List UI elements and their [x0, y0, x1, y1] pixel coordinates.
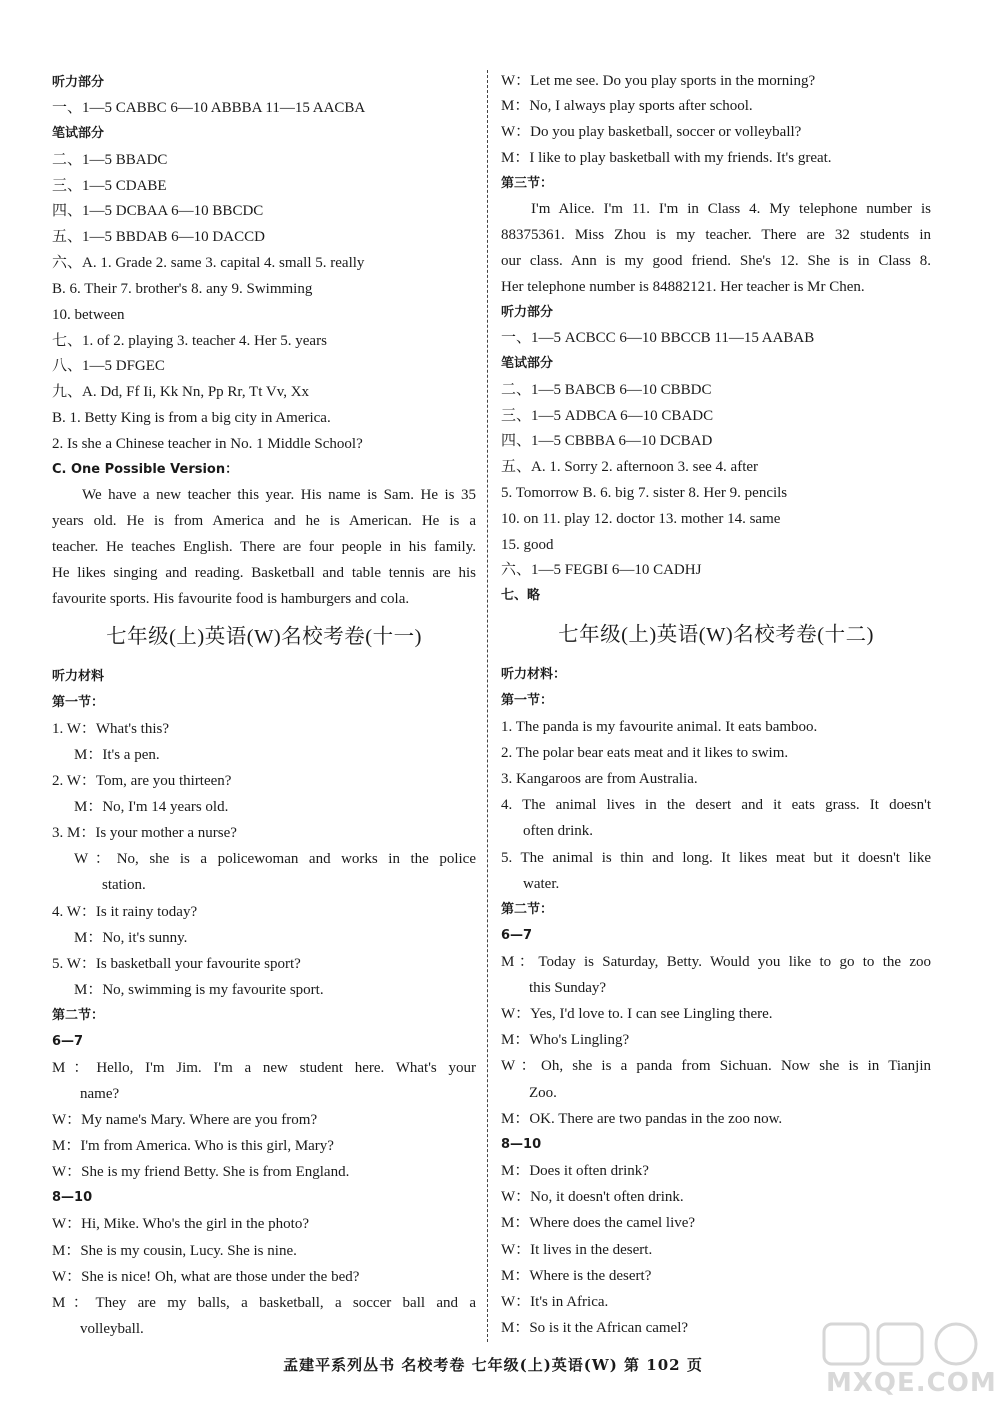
watermark	[816, 1318, 996, 1404]
dialogue-line: 2. W：Tom, are you thirteen?	[52, 773, 232, 789]
dialogue-line: W：Hi, Mike. Who's the girl in the photo?	[52, 1216, 309, 1232]
answer-line: 15. good	[501, 537, 554, 553]
dialogue-line: W：Oh, she is a panda from Sichuan. Now she is in Tianjin	[501, 1058, 931, 1074]
dialogue-line: name?	[80, 1086, 120, 1102]
answer-line: 2. Is she a Chinese teacher in No. 1 Middle School?	[52, 436, 363, 452]
answer-line: 一、1—5 ACBCC 6—10 BBCCB 11—15 AABAB	[501, 330, 815, 346]
sentence-line: 4. The animal lives in the desert and it eats grass. It doesn't	[501, 797, 931, 813]
question-range: 6—7	[501, 928, 533, 943]
dialogue-line: W：She is nice! Oh, what are those under the bed?	[52, 1269, 360, 1285]
section-heading: 听力部分	[501, 305, 554, 320]
dialogue-line: M：She is my cousin, Lucy. She is nine.	[52, 1243, 297, 1259]
dialogue-line: M：Who's Lingling?	[501, 1032, 630, 1048]
sentence-line: 5. The animal is thin and long. It likes meat but it doesn't like	[501, 850, 931, 866]
section-heading: 第二节：	[501, 902, 554, 917]
dialogue-line: M：Where is the desert?	[501, 1268, 652, 1284]
section-heading: 第三节：	[501, 176, 554, 191]
sample-essay-heading: C. One Possible Version：	[52, 462, 239, 477]
dialogue-line: M：No, swimming is my favourite sport.	[74, 982, 324, 998]
dialogue-line: W：It lives in the desert.	[501, 1242, 653, 1258]
dialogue-line: M：I like to play basketball with my friends. It's great.	[501, 150, 832, 166]
watermark-url: MXQE.COM	[826, 1368, 997, 1398]
dialogue-line: W：It's in Africa.	[501, 1294, 609, 1310]
essay-line: We have a new teacher this year. His name is Sam. He is 35	[82, 487, 476, 503]
question-range: 6—7	[52, 1034, 84, 1049]
passage-line: Her telephone number is 84882121. Her teacher is Mr Chen.	[501, 279, 865, 295]
dialogue-line: M：Today is Saturday, Betty. Would you like to go to the zoo	[501, 954, 931, 970]
essay-line: teacher. He teaches English. There are four people in his family.	[52, 539, 476, 555]
dialogue-line: 4. W：Is it rainy today?	[52, 904, 198, 920]
section-heading: 第一节：	[501, 693, 554, 708]
answer-line: 七、略	[501, 588, 541, 603]
dialogue-line: 5. W：Is basketball your favourite sport?	[52, 956, 301, 972]
dialogue-line: W：She is my friend Betty. She is from England.	[52, 1164, 350, 1180]
page-footer: 孟建平系列丛书 名校考卷 七年级(上)英语(W) 第 102 页	[283, 1356, 703, 1374]
answer-line: 六、A. 1. Grade 2. same 3. capital 4. small 5. really	[52, 255, 365, 271]
dialogue-line: this Sunday?	[529, 980, 607, 996]
answer-line: 5. Tomorrow B. 6. big 7. sister 8. Her 9. pencils	[501, 485, 788, 501]
column-divider	[487, 70, 488, 1342]
answer-line: 10. on 11. play 12. doctor 13. mother 14. same	[501, 511, 781, 527]
dialogue-line: M：OK. There are two pandas in the zoo now.	[501, 1111, 783, 1127]
answer-line: 三、1—5 ADBCA 6—10 CBADC	[501, 408, 714, 424]
dialogue-line: W：No, it doesn't often drink.	[501, 1189, 684, 1205]
dialogue-line: M：They are my balls, a basketball, a soccer ball and a	[52, 1295, 476, 1311]
passage-line: I'm Alice. I'm 11. I'm in Class 4. My telephone number is	[531, 201, 931, 217]
section-heading: 笔试部分	[501, 356, 554, 371]
sentence-line: often drink.	[523, 823, 593, 839]
section-heading: 第二节：	[52, 1008, 105, 1023]
dialogue-line: M：No, I'm 14 years old.	[74, 799, 229, 815]
passage-line: 88375361. Miss Zhou is my teacher. There are 32 students in	[501, 227, 931, 243]
sentence-line: 1. The panda is my favourite animal. It eats bamboo.	[501, 719, 818, 735]
dialogue-line: M：No, I always play sports after school.	[501, 98, 753, 114]
dialogue-line: station.	[102, 877, 146, 893]
essay-line: years old. He is from America and he is American. He is a	[52, 513, 476, 529]
section-heading: 听力部分	[52, 75, 105, 90]
answer-line: 二、1—5 BBADC	[52, 152, 168, 168]
answer-line: 一、1—5 CABBC 6—10 ABBBA 11—15 AACBA	[52, 100, 366, 116]
answer-line: B. 6. Their 7. brother's 8. any 9. Swimming	[52, 281, 313, 297]
passage-line: our class. Ann is my good friend. She's 12. She is in Class 8.	[501, 253, 931, 269]
exam-title-12: 七年级(上)英语(W)名校考卷(十二)	[558, 624, 874, 646]
answer-line: 三、1—5 CDABE	[52, 178, 167, 194]
dialogue-line: M：Where does the camel live?	[501, 1215, 696, 1231]
section-heading: 第一节：	[52, 695, 105, 710]
question-range: 8—10	[52, 1190, 93, 1205]
dialogue-line: M：So is it the African camel?	[501, 1320, 689, 1336]
essay-line: favourite sports. His favourite food is hamburgers and cola.	[52, 591, 410, 607]
sentence-line: water.	[523, 876, 560, 892]
section-heading: 听力材料：	[501, 667, 567, 682]
dialogue-line: volleyball.	[80, 1321, 144, 1337]
answer-line: 七、1. of 2. playing 3. teacher 4. Her 5. years	[52, 333, 327, 349]
answer-line: 四、1—5 DCBAA 6—10 BBCDC	[52, 203, 264, 219]
answer-line: 九、A. Dd, Ff Ii, Kk Nn, Pp Rr, Tt Vv, Xx	[52, 384, 310, 400]
answer-line: 10. between	[52, 307, 125, 323]
answer-line: 八、1—5 DFGEC	[52, 358, 165, 374]
sentence-line: 3. Kangaroos are from Australia.	[501, 771, 698, 787]
section-heading: 笔试部分	[52, 126, 105, 141]
dialogue-line: W：Yes, I'd love to. I can see Lingling there.	[501, 1006, 773, 1022]
essay-line: He likes singing and reading. Basketball and table tennis are his	[52, 565, 476, 581]
watermark-logo-icon	[816, 1318, 996, 1368]
dialogue-line: 1. W：What's this?	[52, 721, 169, 737]
answer-line: 四、1—5 CBBBA 6—10 DCBAD	[501, 433, 713, 449]
dialogue-line: W：My name's Mary. Where are you from?	[52, 1112, 318, 1128]
dialogue-line: M：It's a pen.	[74, 747, 160, 763]
dialogue-line: M：Does it often drink?	[501, 1163, 649, 1179]
dialogue-line: M：Hello, I'm Jim. I'm a new student here. What's your	[52, 1060, 476, 1076]
dialogue-line: M：No, it's sunny.	[74, 930, 188, 946]
answer-line: 六、1—5 FEGBI 6—10 CADHJ	[501, 562, 702, 578]
answer-line: 二、1—5 BABCB 6—10 CBBDC	[501, 382, 712, 398]
dialogue-line: M：I'm from America. Who is this girl, Mary?	[52, 1138, 334, 1154]
dialogue-line: 3. M：Is your mother a nurse?	[52, 825, 237, 841]
exam-title-11: 七年级(上)英语(W)名校考卷(十一)	[106, 626, 422, 648]
answer-line: B. 1. Betty King is from a big city in America.	[52, 410, 331, 426]
question-range: 8—10	[501, 1137, 542, 1152]
dialogue-line: Zoo.	[529, 1085, 557, 1101]
dialogue-line: W：Do you play basketball, soccer or volleyball?	[501, 124, 802, 140]
sentence-line: 2. The polar bear eats meat and it likes to swim.	[501, 745, 789, 761]
dialogue-line: W：No, she is a policewoman and works in the police	[74, 851, 476, 867]
answer-line: 五、A. 1. Sorry 2. afternoon 3. see 4. after	[501, 459, 759, 475]
answer-line: 五、1—5 BBDAB 6—10 DACCD	[52, 229, 265, 245]
section-heading: 听力材料	[52, 669, 105, 684]
dialogue-line: W：Let me see. Do you play sports in the morning?	[501, 73, 816, 89]
